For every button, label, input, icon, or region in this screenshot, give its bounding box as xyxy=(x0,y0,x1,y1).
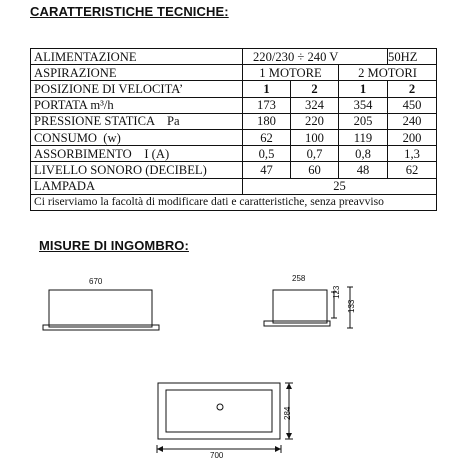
table-cell: 60 xyxy=(291,162,339,178)
table-cell: 2 MOTORI xyxy=(339,65,437,81)
table-cell: 2 xyxy=(291,81,339,97)
table-cell: 1 xyxy=(339,81,388,97)
table-cell: 450 xyxy=(388,97,437,113)
table-cell: 119 xyxy=(339,129,388,145)
row-label: PRESSIONE STATICA Pa xyxy=(31,113,243,129)
top-view-drawing xyxy=(157,383,293,453)
front-width-label: 670 xyxy=(89,277,103,286)
table-cell: 0,8 xyxy=(339,146,388,162)
front-view-drawing xyxy=(43,290,159,330)
side-view-body xyxy=(273,290,327,323)
table-cell: 0,5 xyxy=(243,146,291,162)
top-view-hole xyxy=(217,404,223,410)
specs-heading: CARATTERISTICHE TECNICHE: xyxy=(30,4,229,19)
table-cell: 354 xyxy=(339,97,388,113)
row-label: ASPIRAZIONE xyxy=(31,65,243,81)
table-cell: 240 xyxy=(388,113,437,129)
top-view-inner-panel xyxy=(166,390,272,432)
front-view-body xyxy=(49,290,152,327)
top-width-label: 700 xyxy=(210,451,224,460)
table-cell: 180 xyxy=(243,113,291,129)
frequency-value: 50HZ xyxy=(388,49,437,65)
table-cell: 205 xyxy=(339,113,388,129)
table-cell: 1,3 xyxy=(388,146,437,162)
table-cell: 1 xyxy=(243,81,291,97)
table-cell: 48 xyxy=(339,162,388,178)
lamp-value: 25 xyxy=(243,178,437,194)
voltage-value: 220/230 ÷ 240 V xyxy=(243,49,388,65)
table-note: Ci riserviamo la facoltà di modificare dati e caratteristiche, senza preavviso xyxy=(31,194,437,210)
row-label: LAMPADA xyxy=(31,178,243,194)
table-cell: 324 xyxy=(291,97,339,113)
row-label: ALIMENTAZIONE xyxy=(31,49,243,65)
top-view-frame xyxy=(158,383,280,439)
side-width-label: 258 xyxy=(292,274,306,283)
table-cell: 200 xyxy=(388,129,437,145)
row-label: CONSUMO (w) xyxy=(31,129,243,145)
table-cell: 62 xyxy=(388,162,437,178)
dimensions-heading: MISURE DI INGOMBRO: xyxy=(39,238,189,253)
table-cell: 1 MOTORE xyxy=(243,65,339,81)
top-depth-label: 284 xyxy=(283,406,292,420)
table-cell: 2 xyxy=(388,81,437,97)
table-cell: 100 xyxy=(291,129,339,145)
table-cell: 47 xyxy=(243,162,291,178)
table-cell: 62 xyxy=(243,129,291,145)
table-cell: 220 xyxy=(291,113,339,129)
side-outer-height-label: 133 xyxy=(347,299,356,313)
row-label: PORTATA m³/h xyxy=(31,97,243,113)
row-label: LIVELLO SONORO (DECIBEL) xyxy=(31,162,243,178)
table-cell: 0,7 xyxy=(291,146,339,162)
side-inner-height-label: 123 xyxy=(332,285,341,299)
row-label: POSIZIONE DI VELOCITA’ xyxy=(31,81,243,97)
table-cell: 173 xyxy=(243,97,291,113)
row-label: ASSORBIMENTO I (A) xyxy=(31,146,243,162)
